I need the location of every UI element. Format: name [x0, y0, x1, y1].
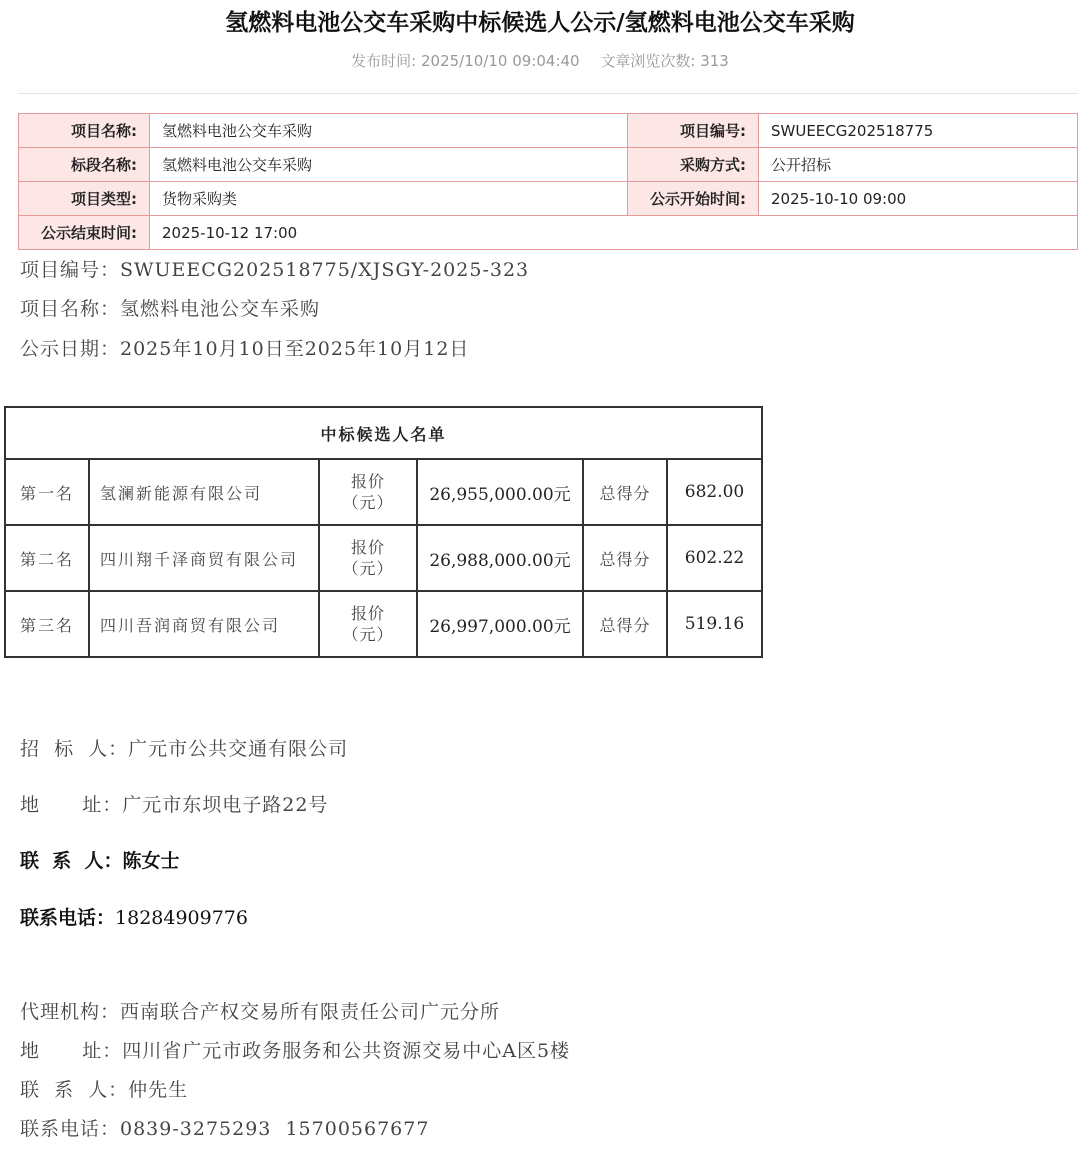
price-label	[319, 459, 417, 525]
price-label-line1: 报价	[350, 604, 385, 623]
notice-end-value: 2025-10-12 17:00	[150, 216, 1078, 250]
agency-name: 代理机构：西南联合产权交易所有限责任公司广元分所	[20, 1001, 501, 1023]
section-name-label: 标段名称:	[19, 148, 150, 182]
agency-address: 地 址：四川省广元市政务服务和公共资源交易中心A区5楼	[20, 1040, 571, 1062]
project-no-value: SWUEECG202518775	[759, 114, 1078, 148]
candidate-rank: 第三名	[5, 591, 89, 657]
notice-start-value: 2025-10-10 09:00	[759, 182, 1078, 216]
candidates-heading: 中标候选人名单	[5, 407, 762, 459]
body-project-name: 项目名称：氢燃料电池公交车采购	[20, 298, 321, 320]
tenderer-phone	[20, 903, 248, 930]
price-label-line1: 报价	[350, 472, 385, 491]
table-row	[5, 525, 762, 591]
project-no-label: 项目编号:	[628, 114, 759, 148]
purchase-method-value: 公开招标	[759, 148, 1078, 182]
candidate-rank: 第二名	[5, 525, 89, 591]
tenderer-name: 招 标 人：广元市公共交通有限公司	[20, 738, 349, 760]
table-row	[5, 591, 762, 657]
info-row	[19, 114, 1078, 148]
tenderer-address: 地 址：广元市东坝电子路22号	[20, 794, 329, 816]
table-row	[5, 459, 762, 525]
candidates-table	[4, 406, 763, 658]
project-name-value: 氢燃料电池公交车采购	[150, 114, 628, 148]
project-info-table	[18, 113, 1078, 250]
article-meta	[0, 50, 1080, 71]
view-count: 文章浏览次数: 313	[600, 52, 729, 70]
publish-time: 发布时间: 2025/10/10 09:04:40	[351, 52, 580, 70]
agency-phone: 联系电话：0839-3275293 15700567677	[20, 1118, 430, 1140]
purchase-method-label: 采购方式:	[628, 148, 759, 182]
tenderer-contact-value: 陈女士	[122, 850, 180, 872]
candidate-score: 682.00	[667, 459, 762, 525]
info-row	[19, 216, 1078, 250]
score-label: 总得分	[583, 525, 667, 591]
project-type-value: 货物采购类	[150, 182, 628, 216]
info-row	[19, 182, 1078, 216]
page-title: 氢燃料电池公交车采购中标候选人公示/氢燃料电池公交车采购	[225, 10, 855, 36]
tenderer-contact-label: 联 系 人：	[20, 850, 123, 872]
notice-end-label: 公示结束时间:	[19, 216, 150, 250]
agency-contact: 联 系 人：仲先生	[20, 1079, 189, 1101]
notice-start-label: 公示开始时间:	[628, 182, 759, 216]
tenderer-phone-value: 18284909776	[115, 907, 248, 929]
candidate-score: 519.16	[667, 591, 762, 657]
candidate-rank: 第一名	[5, 459, 89, 525]
candidate-company: 四川翔千泽商贸有限公司	[89, 525, 319, 591]
project-type-label: 项目类型:	[19, 182, 150, 216]
candidate-score: 602.22	[667, 525, 762, 591]
tenderer-phone-label: 联系电话：	[20, 907, 116, 929]
body-project-no: 项目编号：SWUEECG202518775/XJSGY-2025-323	[20, 259, 530, 281]
score-label: 总得分	[583, 591, 667, 657]
price-label-line1: 报价	[350, 538, 385, 557]
price-label-line2: （元）	[342, 625, 394, 644]
price-label-line2: （元）	[342, 559, 394, 578]
candidate-price: 26,988,000.00元	[417, 525, 583, 591]
price-label	[319, 591, 417, 657]
project-name-label: 项目名称:	[19, 114, 150, 148]
tenderer-contact	[20, 846, 179, 873]
info-row	[19, 148, 1078, 182]
price-label-line2: （元）	[342, 493, 394, 512]
header-divider	[18, 93, 1078, 94]
price-label	[319, 525, 417, 591]
candidate-price: 26,997,000.00元	[417, 591, 583, 657]
candidate-company: 四川吾润商贸有限公司	[89, 591, 319, 657]
section-name-value: 氢燃料电池公交车采购	[150, 148, 628, 182]
body-notice-date: 公示日期：2025年10月10日至2025年10月12日	[20, 338, 470, 360]
candidate-price: 26,955,000.00元	[417, 459, 583, 525]
candidate-company: 氢澜新能源有限公司	[89, 459, 319, 525]
score-label: 总得分	[583, 459, 667, 525]
